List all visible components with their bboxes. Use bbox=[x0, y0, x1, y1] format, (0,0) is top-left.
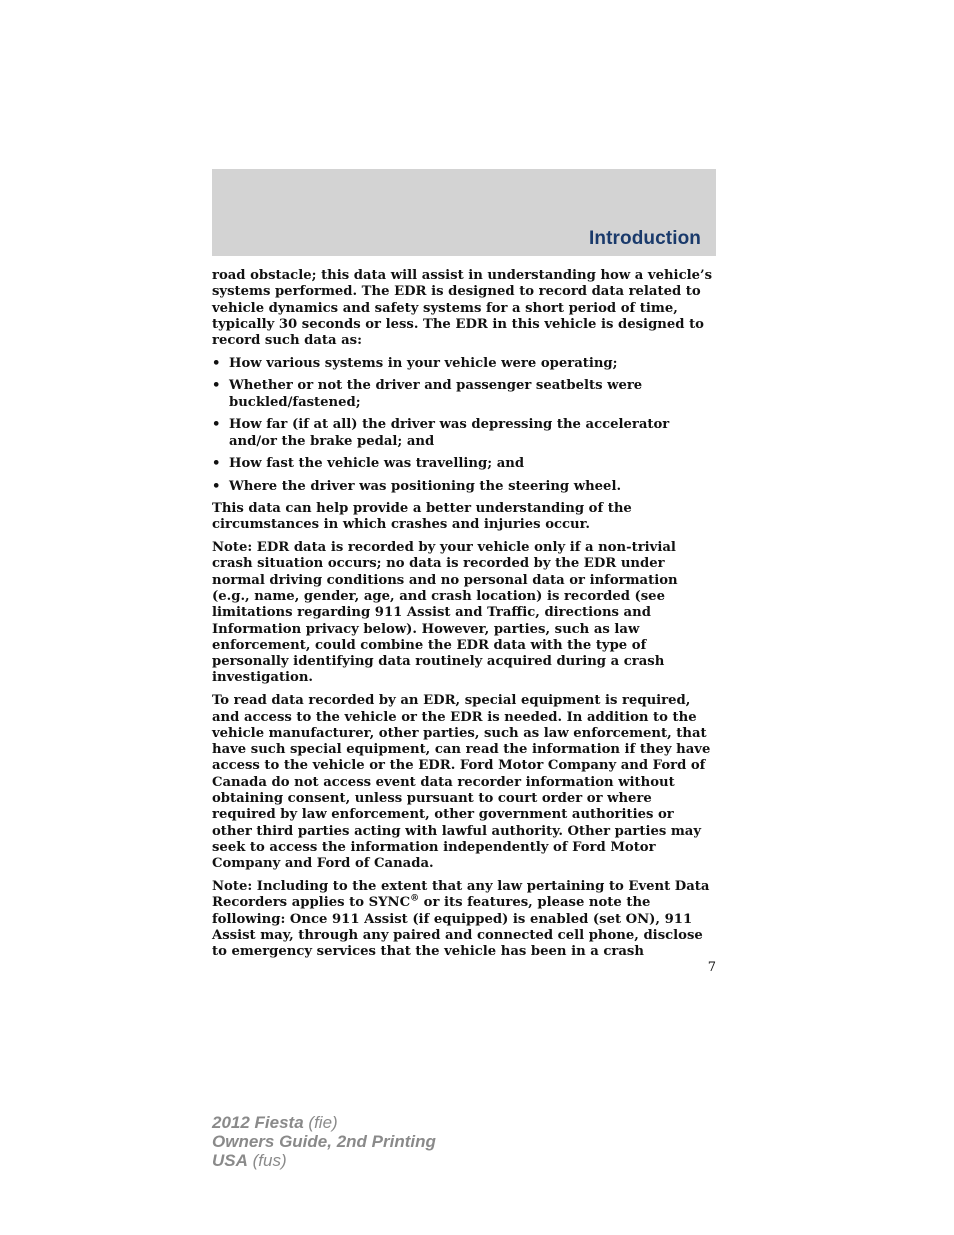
list-item-text: How fast the vehicle was travelling; and bbox=[229, 456, 525, 472]
section-title: Introduction bbox=[588, 228, 701, 249]
footer-market: USA bbox=[212, 1151, 248, 1170]
list-item-text: How various systems in your vehicle were operating; bbox=[229, 355, 618, 371]
footer-model-line bbox=[212, 1113, 436, 1132]
list-item bbox=[212, 417, 716, 450]
footer-market-code: (fus) bbox=[247, 1151, 287, 1170]
footer-guide: Owners Guide, 2nd Printing bbox=[212, 1132, 436, 1151]
list-item-text: Where the driver was positioning the steering wheel. bbox=[229, 478, 622, 494]
footer-model-code: (fie) bbox=[303, 1113, 338, 1132]
footer-market-line bbox=[212, 1151, 436, 1170]
list-item bbox=[212, 456, 716, 472]
list-item bbox=[212, 479, 716, 495]
page-body bbox=[212, 268, 716, 967]
sync-note-text-end: or its features, please note the following: Once 911 Assist (if equipped) is enabled (set ON), 911 Assist may, through any paired and connected cell phone, disclose to emergency services that the vehicle has been in a crash bbox=[212, 895, 703, 960]
intro-paragraph: road obstacle; this data will assist in understanding how a vehicle’s systems performed. The EDR is designed to record data related to vehicle dynamics and safety systems for a short period of time, typically 30 seconds or less. The EDR in this vehicle is designed to record such data as: bbox=[212, 268, 713, 349]
bullet-icon: • bbox=[212, 355, 221, 371]
access-paragraph: To read data recorded by an EDR, special equipment is required, and access to the vehicle or the EDR is needed. In addition to the vehicle manufacturer, other parties, such as law enforcement, that have such special equipment, can read the information if they have access to the vehicle or the EDR. Ford Motor Company and Ford of Canada do not access event data recorder information without obtaining consent, unless pursuant to court order or where required by law enforcement, other government authorities or other third parties acting with lawful authority. Other parties may seek to access the information independently of Ford Motor Company and Ford of Canada. bbox=[212, 693, 711, 872]
list-item bbox=[212, 378, 716, 411]
registered-mark: ® bbox=[410, 893, 420, 904]
sync-note-paragraph bbox=[212, 879, 716, 960]
list-item-text: How far (if at all) the driver was depressing the accelerator and/or the brake pedal; and bbox=[229, 417, 670, 449]
section-header-bar bbox=[212, 169, 716, 256]
note-paragraph: Note: EDR data is recorded by your vehicle only if a non-trivial crash situation occurs; no data is recorded by the EDR under normal driving conditions and no personal data or information (e.g., name, gender, age, and crash location) is recorded (see limitations regarding 911 Assist and Traffic, directions and Information privacy below). However, parties, such as law enforcement, could combine the EDR data with the type of personally identifying data routinely acquired during a crash investigation. bbox=[212, 540, 678, 686]
page-number: 7 bbox=[707, 960, 716, 975]
footer-edition-info bbox=[212, 1113, 436, 1170]
sync-note-text-start: Note: Including to the extent that any law pertaining to Event Data Recorders applies to SYNC bbox=[212, 879, 710, 911]
bullet-icon: • bbox=[212, 378, 221, 394]
footer-model: 2012 Fiesta bbox=[212, 1113, 304, 1132]
list-item-text: Whether or not the driver and passenger seatbelts were buckled/fastened; bbox=[229, 378, 643, 410]
footer-guide-line bbox=[212, 1132, 436, 1151]
bullet-icon: • bbox=[212, 456, 221, 472]
bullet-icon: • bbox=[212, 478, 221, 494]
understanding-paragraph: This data can help provide a better understanding of the circumstances in which crashes and injuries occur. bbox=[212, 501, 632, 533]
edr-data-list bbox=[212, 356, 716, 495]
list-item bbox=[212, 356, 716, 372]
bullet-icon: • bbox=[212, 417, 221, 433]
